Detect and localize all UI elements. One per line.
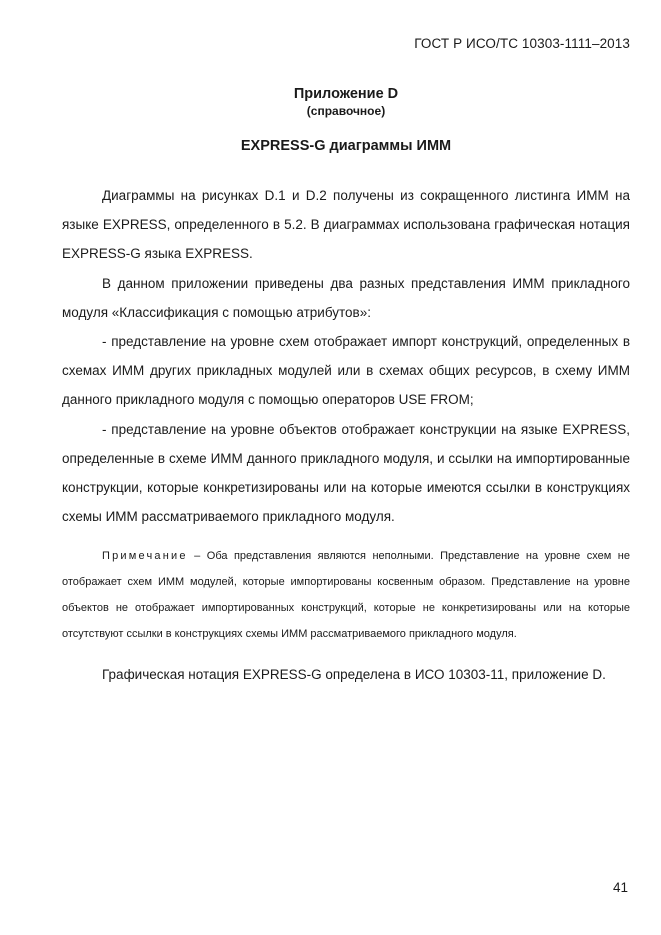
note [62, 543, 630, 647]
paragraph-representations: В данном приложении приведены два разных представления ИММ прикладного модуля «Классификация с помощью атрибутов»: [62, 275, 630, 320]
paragraph-intro: Диаграммы на рисунках D.1 и D.2 получены из сокращенного листинга ИММ на языке EXPRESS, определенного в 5.2. В диаграммах использована графическая нотация EXPRESS-G языка EXPRESS. [62, 188, 630, 262]
section-title: EXPRESS-G диаграммы ИММ [240, 138, 452, 154]
annex-subtitle: (справочное) [306, 104, 386, 118]
body-text [62, 181, 630, 690]
page-number: 41 [612, 880, 628, 895]
note-dash: – [187, 550, 207, 563]
note-text: Оба представления являются неполными. Представление на уровне схем не отображает схем ИММ модулей, которые импортированы косвенным образом. Представление на уровне объектов не отображает импортированных конструкций, которые не конкретизированы или на которые отсутствуют ссылки в конструкциях схемы ИММ рассматриваемого прикладного модуля. [62, 550, 630, 641]
list-item-schema-level: - представление на уровне схем отображает импорт конструкций, определенных в схемах ИММ других прикладных модулей или в схемах общих ресурсов, в схему ИММ данного прикладного модуля с помощью операторов USE FROM; [62, 334, 630, 408]
paragraph-notation: Графическая нотация EXPRESS-G определена в ИСО 10303-11, приложение D. [102, 667, 606, 683]
note-label: Примечание [102, 550, 188, 563]
document-code: ГОСТ Р ИСО/ТС 10303-1111–2013 [414, 36, 630, 51]
annex-title: Приложение D [293, 86, 399, 102]
list-item-entity-level: - представление на уровне объектов отображает конструкции на языке EXPRESS, определенные в схеме ИММ данного прикладного модуля, и ссылки на импортированные конструкции, которые конкретизированы или на которые имеются ссылки в конструкциях схемы ИММ рассматриваемого прикладного модуля. [62, 421, 630, 525]
